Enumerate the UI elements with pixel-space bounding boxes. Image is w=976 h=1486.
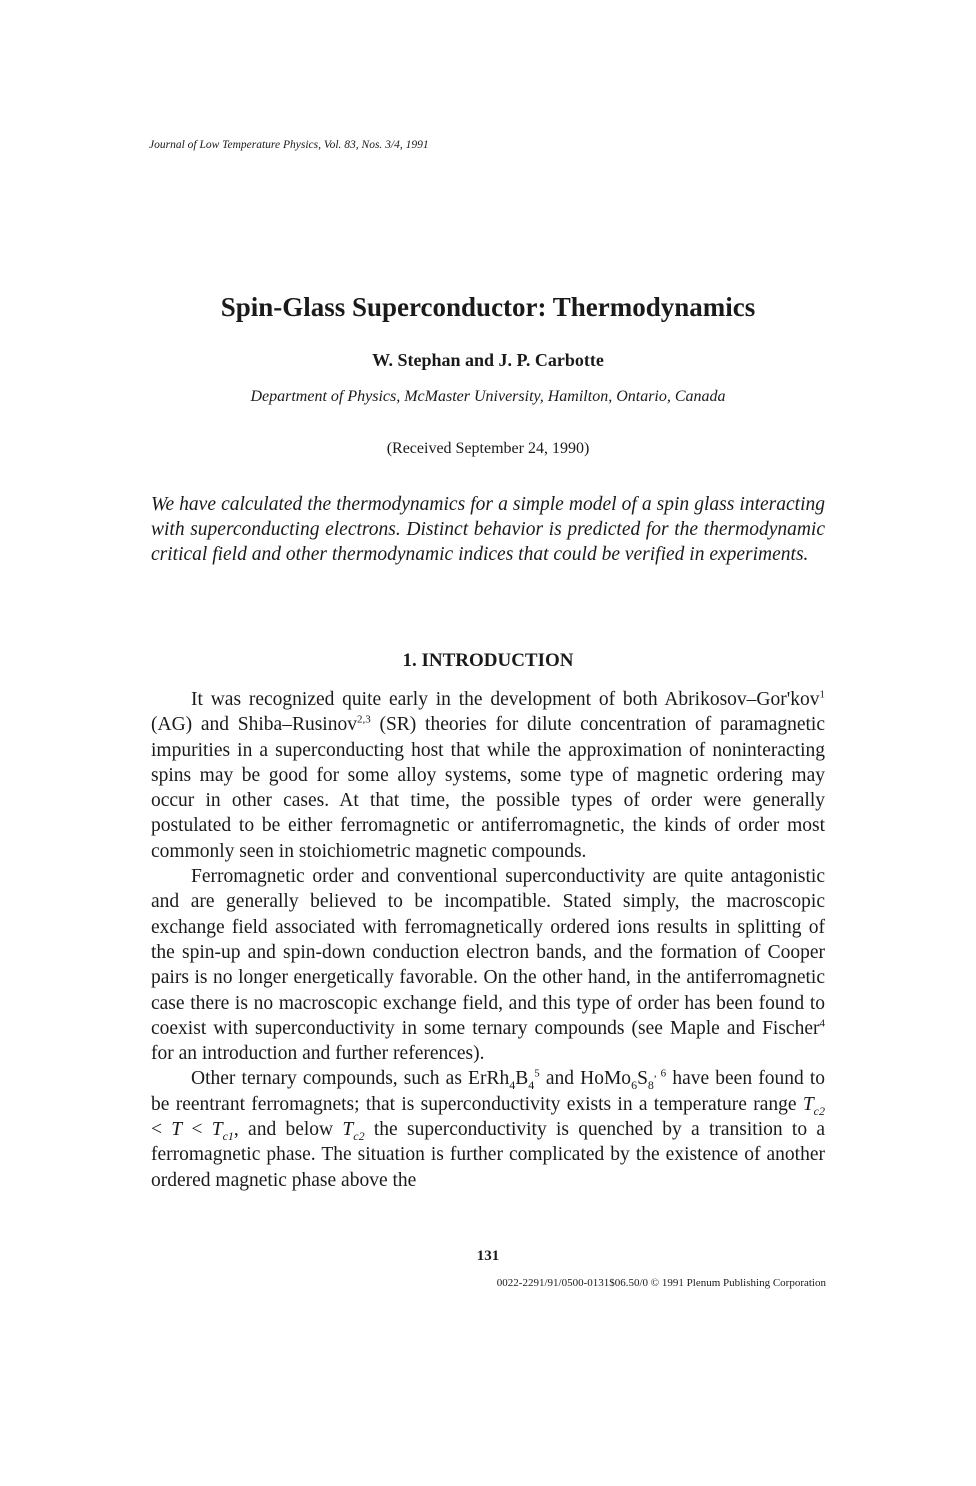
reference-marker: , 6 <box>653 1067 667 1080</box>
reference-marker: 4 <box>819 1017 825 1030</box>
paragraph: Ferromagnetic order and conventional superconductivity are quite antagonistic and are generally believed to be incompatible. Stated simply, the macroscopic exchange field associated with ferromagnetically ordered ions results in splitting of the spin-up and spin-down conduction electron bands, and the formation of Cooper pairs is no longer energetically favorable. On the other hand, in the antiferromagnetic case there is no macroscopic exchange field, and this type of order has been found to coexist with superconductivity in some ternary compounds (see Maple and Fischer$^4$ for an introduction and further references). <box>151 866 825 1065</box>
paper-title: Spin-Glass Superconductor: Thermodynamics <box>220 292 756 322</box>
paragraph: Other ternary compounds, such as $ErRh_4B_4^5$ and $HoMo_6S_8^{, 6}$ have been found to be reentrant ferromagnets; that is superconductivity exists in a temperature range $T_{c2} < T < T_{c1}$, and below $T_{c2}$ the superconductivity is quenched by a transition to a ferromagnetic phase. The situation is further complicated by the existence of another ordered magnetic phase above the <box>151 1067 826 1191</box>
abstract: We have calculated the thermodynamics for a simple model of a spin glass interacting with superconducting electrons. Distinct behavior is predicted for the thermodynamic critical field and other thermodynamic indices that could be verified in experiments. <box>151 494 825 565</box>
received-date: (Received September 24, 1990) <box>386 440 590 457</box>
reference-marker: 1 <box>819 688 825 701</box>
copyright-line: 0022-2291/91/0500-0131$06.50/0 © 1991 Plenum Publishing Corporation <box>496 1277 826 1289</box>
reference-marker: 2,3 <box>356 713 371 726</box>
reference-marker: 5 <box>534 1067 540 1080</box>
journal-citation: Journal of Low Temperature Physics, Vol. 83, Nos. 3/4, 1991 <box>149 139 429 151</box>
body-text <box>151 687 825 1193</box>
section-heading: 1. INTRODUCTION <box>402 650 574 671</box>
affiliation: Department of Physics, McMaster University, Hamilton, Ontario, Canada <box>250 388 726 405</box>
authors: W. Stephan and J. P. Carbotte <box>372 350 604 370</box>
page-number: 131 <box>476 1248 500 1264</box>
paragraph: It was recognized quite early in the development of both Abrikosov–Gor'kov$^1$ (AG) and Shiba–Rusinov$^{2,3}$ (SR) theories for dilute concentration of paramagnetic impurities in a superconducting host that while the approximation of noninteracting spins may be good for some alloy systems, some type of magnetic ordering may occur in other cases. At that time, the possible types of order were generally postulated to be either ferromagnetic or antiferromagnetic, the kinds of order most commonly seen in stoichiometric magnetic compounds. <box>151 688 825 862</box>
